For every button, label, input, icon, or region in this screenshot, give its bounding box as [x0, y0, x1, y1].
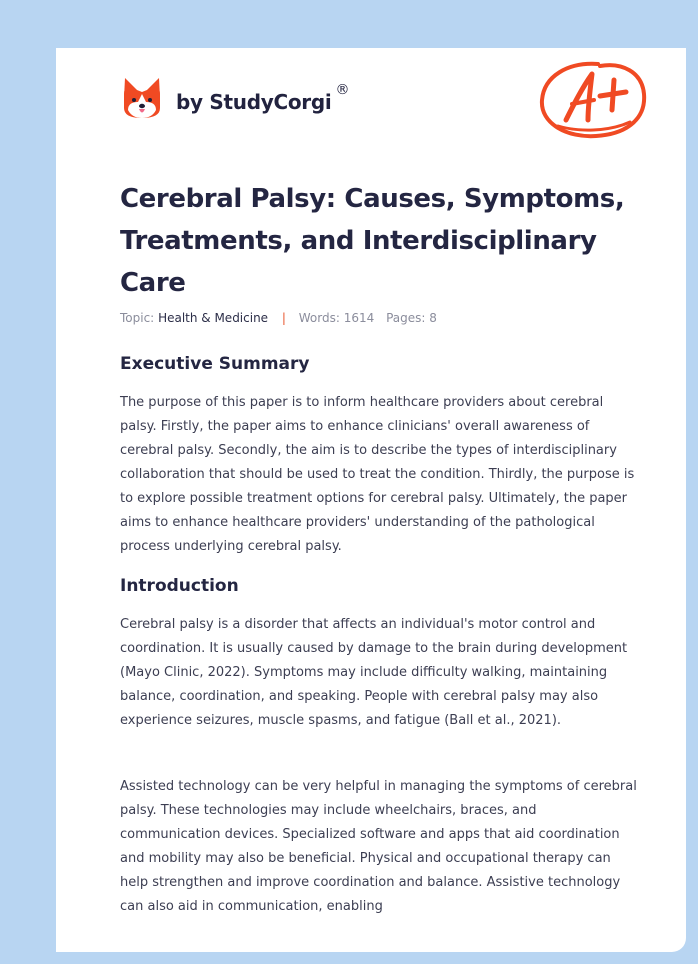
a-plus-grade-icon [538, 58, 650, 142]
paragraph-introduction-1: Cerebral palsy is a disorder that affects an individual's motor control and coordination. It is usually caused by damage to the brain during development (Mayo Clinic, 2022). Symptoms may include difficulty walking, maintaining balance, coordination, and speaking. People with cerebral palsy may also experience seizures, muscle spasms, and fatigue (Ball et al., 2021). [120, 617, 628, 728]
section-heading-executive-summary: Executive Summary [120, 354, 310, 374]
article-meta [120, 311, 437, 325]
section-heading-introduction: Introduction [120, 576, 239, 596]
document-card [56, 48, 686, 952]
pages-label: Pages: [386, 311, 426, 325]
registered-mark: ® [335, 82, 350, 98]
pages-count: 8 [429, 311, 437, 325]
words-label: Words: [298, 311, 340, 325]
page-title: Cerebral Palsy: Causes, Symptoms, Treatments, and Interdisciplinary Care [120, 184, 625, 298]
logo-wordmark: by StudyCorgi [176, 90, 332, 114]
topic-link[interactable]: Health & Medicine [158, 311, 269, 325]
topic-label: Topic: [120, 311, 155, 325]
corgi-icon [122, 76, 162, 120]
paragraph-introduction-2: Assisted technology can be very helpful in managing the symptoms of cerebral palsy. These technologies may include wheelchairs, braces, and communication devices. Specialized software and apps that aid coordination and mobility may also be beneficial. Physical and occupational therapy can help strengthen and improve coordination and balance. Assistive technology can also aid in communication, enabling [120, 779, 637, 914]
paragraph-executive-summary: The purpose of this paper is to inform healthcare providers about cerebral palsy. Firstly, the paper aims to enhance clinicians' overall awareness of cerebral palsy. Secondly, the aim is to describe the types of interdisciplinary collaboration that should be used to treat the condition. Thirdly, the purpose is to explore possible treatment options for cerebral palsy. Ultimately, the paper aims to enhance healthcare providers' understanding of the pathological process underlying cerebral palsy. [120, 395, 635, 554]
studycorgi-logo[interactable] [122, 76, 349, 120]
meta-separator: | [281, 311, 286, 325]
words-count: 1614 [343, 311, 375, 325]
